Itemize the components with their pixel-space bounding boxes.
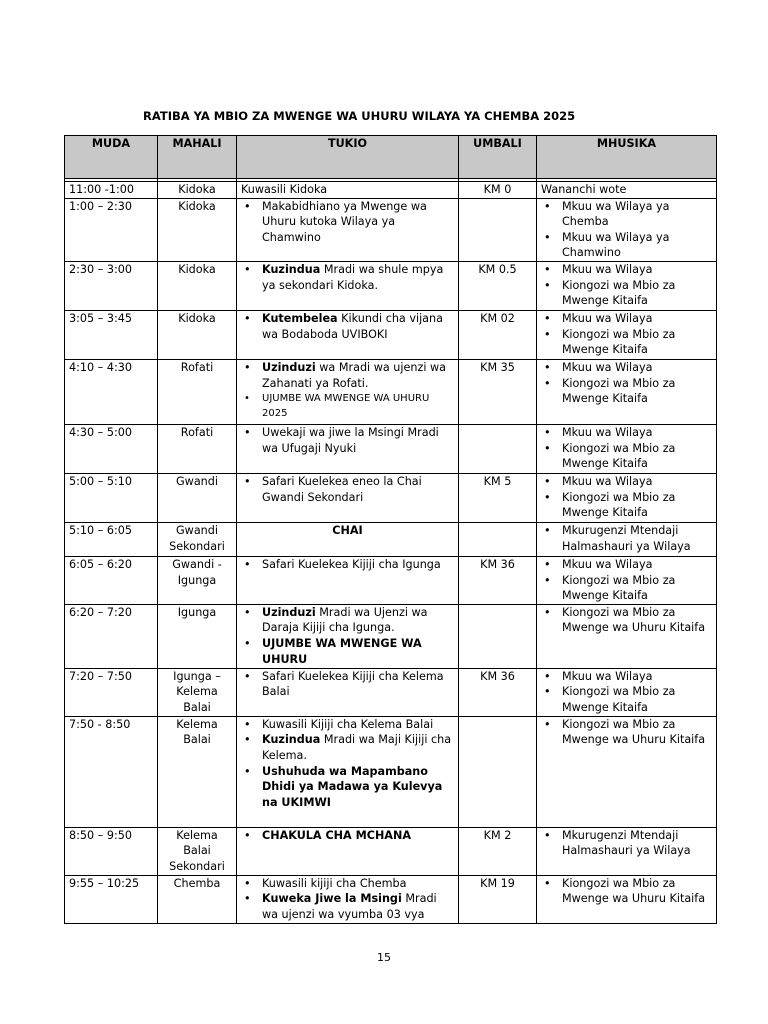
cell-tukio	[237, 261, 459, 310]
cell-mahali	[158, 522, 237, 556]
tukio-list	[241, 717, 454, 811]
tukio-item	[241, 764, 454, 811]
mhusika-list	[541, 262, 712, 309]
tukio-item	[241, 199, 454, 246]
cell-muda: 4:10 – 4:30	[65, 359, 158, 424]
mhusika-list	[541, 605, 712, 636]
tukio-list	[241, 311, 454, 342]
mhusika-list	[541, 425, 712, 472]
tukio-list	[241, 199, 454, 246]
cell-mhusika	[537, 668, 717, 716]
cell-mhusika	[537, 716, 717, 827]
mahali-line: Sekondari	[169, 859, 225, 873]
mahali-line: Kelema	[176, 685, 218, 699]
tukio-list	[241, 557, 454, 573]
cell-umbali	[459, 424, 537, 473]
tukio-item	[241, 828, 454, 844]
cell-muda: 5:00 – 5:10	[65, 473, 158, 522]
cell-mhusika	[537, 875, 717, 923]
mhusika-item: • Mkuu wa Wilaya	[541, 669, 712, 685]
header-muda: MUDA	[65, 136, 158, 179]
tukio-item-text: UJUMBE WA MWENGE WA UHURU 2025	[262, 393, 430, 420]
cell-mhusika	[537, 424, 717, 473]
mhusika-item: • Kiongozi wa Mbio za Mwenge Kitaifa	[541, 376, 712, 407]
cell-tukio	[237, 668, 459, 716]
tukio-item-text: Mradi wa Maji Kijiji cha Kelema.	[262, 733, 452, 762]
table-row	[65, 875, 717, 923]
mhusika-item: • Mkuu wa Wilaya	[541, 425, 712, 441]
mahali-line: Gwandi	[176, 474, 218, 488]
cell-tukio	[237, 716, 459, 827]
tukio-item-bold: Kuzindua	[262, 733, 321, 747]
schedule-table	[64, 135, 717, 924]
cell-muda: 7:50 - 8:50	[65, 716, 158, 827]
mhusika-list	[541, 523, 712, 554]
table-row	[65, 310, 717, 359]
tukio-item-text: Makabidhiano ya Mwenge wa Uhuru kutoka Wilaya ya Chamwino	[262, 199, 427, 244]
table-row	[65, 604, 717, 668]
cell-mahali	[158, 182, 237, 199]
tukio-item-text: Safari Kuelekea Kijiji cha Kelema Balai	[262, 669, 444, 699]
mahali-line: Kelema	[176, 717, 218, 731]
tukio-item	[241, 311, 454, 342]
tukio-item	[241, 669, 454, 700]
mhusika-list	[541, 311, 712, 358]
cell-muda: 11:00 -1:00	[65, 182, 158, 199]
mhusika-item: • Mkuu wa Wilaya	[541, 262, 712, 278]
mhusika-item: • Kiongozi wa Mbio za Mwenge wa Uhuru Kitaifa	[541, 876, 712, 907]
mhusika-item: • Mkuu wa Wilaya	[541, 360, 712, 376]
mahali-line: Kidoka	[178, 183, 216, 196]
cell-tukio: CHAI	[237, 522, 459, 556]
page-number: 15	[377, 951, 391, 964]
tukio-item	[241, 876, 454, 892]
cell-mhusika	[537, 359, 717, 424]
mhusika-list	[541, 669, 712, 716]
cell-mhusika	[537, 522, 717, 556]
mhusika-item: • Mkuu wa Wilaya	[541, 474, 712, 490]
tukio-item-text: Uwekaji wa jiwe la Msingi Mradi wa Ufugaji Nyuki	[262, 425, 439, 455]
mahali-line: Kidoka	[178, 311, 216, 325]
cell-mhusika	[537, 556, 717, 604]
cell-muda: 1:00 – 2:30	[65, 198, 158, 261]
cell-muda: 6:20 – 7:20	[65, 604, 158, 668]
mhusika-list	[541, 199, 712, 261]
cell-tukio	[237, 198, 459, 261]
table-row	[65, 716, 717, 827]
tukio-list	[241, 669, 454, 700]
cell-mahali	[158, 261, 237, 310]
tukio-item	[241, 474, 454, 505]
tukio-item	[241, 360, 454, 391]
header-mahali: MAHALI	[158, 136, 237, 179]
cell-umbali: KM 2	[459, 827, 537, 875]
mahali-line: Gwandi	[176, 523, 218, 537]
tukio-list	[241, 425, 454, 456]
tukio-item	[241, 717, 454, 733]
tukio-item-text: Mradi wa shule mpya ya sekondari Kidoka.	[262, 262, 444, 292]
tukio-list	[241, 605, 454, 667]
table-row	[65, 182, 717, 199]
cell-umbali: KM 35	[459, 359, 537, 424]
mahali-line: Rofati	[180, 360, 214, 374]
cell-mhusika	[537, 473, 717, 522]
tukio-item-text: Safari Kuelekea Kijiji cha Igunga	[262, 557, 441, 571]
mahali-line: Sekondari	[169, 539, 225, 553]
mhusika-item: • Mkurugenzi Mtendaji Halmashauri ya Wilaya	[541, 828, 712, 859]
table-row	[65, 198, 717, 261]
mahali-line: Kidoka	[178, 199, 216, 213]
cell-tukio	[237, 556, 459, 604]
tukio-item-text: Mradi wa Ujenzi wa Daraja Kijiji cha Igunga.	[262, 605, 428, 635]
mhusika-list	[541, 876, 712, 907]
mahali-line: Balai	[183, 733, 211, 747]
cell-tukio	[237, 827, 459, 875]
cell-umbali: KM 02	[459, 310, 537, 359]
cell-mahali	[158, 359, 237, 424]
mhusika-item: • Kiongozi wa Mbio za Mwenge Kitaifa	[541, 684, 712, 715]
tukio-item	[241, 732, 454, 763]
page-title: RATIBA YA MBIO ZA MWENGE WA UHURU WILAYA YA CHEMBA 2025	[143, 109, 576, 123]
cell-umbali: KM 0.5	[459, 261, 537, 310]
table-row	[65, 556, 717, 604]
cell-muda: 8:50 – 9:50	[65, 827, 158, 875]
table-row	[65, 522, 717, 556]
header-umbali: UMBALI	[459, 136, 537, 179]
header-mhusika: MHUSIKA	[537, 136, 717, 179]
mhusika-list	[541, 474, 712, 521]
cell-mahali	[158, 604, 237, 668]
mhusika-item: • Kiongozi wa Mbio za Mwenge wa Uhuru Kitaifa	[541, 605, 712, 636]
tukio-item-text: wa Mradi wa ujenzi wa Zahanati ya Rofati.	[262, 360, 446, 390]
cell-umbali: KM 36	[459, 556, 537, 604]
cell-mhusika	[537, 261, 717, 310]
cell-umbali	[459, 522, 537, 556]
mahali-line: Gwandi -	[172, 557, 222, 571]
table-row	[65, 424, 717, 473]
cell-tukio	[237, 604, 459, 668]
mhusika-item: • Mkuu wa Wilaya ya Chemba	[541, 199, 712, 230]
cell-mahali	[158, 716, 237, 827]
tukio-item-bold: Uzinduzi	[262, 605, 316, 619]
tukio-item-bold: Kuzindua	[262, 262, 321, 276]
cell-umbali: KM 19	[459, 875, 537, 923]
mhusika-item: • Mkuu wa Wilaya ya Chamwino	[541, 230, 712, 261]
mhusika-item: • Kiongozi wa Mbio za Mwenge Kitaifa	[541, 573, 712, 604]
table-header-row	[65, 136, 717, 179]
tukio-item-text: Safari Kuelekea eneo la Chai Gwandi Sekondari	[262, 474, 422, 504]
cell-muda: 4:30 – 5:00	[65, 424, 158, 473]
tukio-item-text: Mradi wa ujenzi wa vyumba 03 vya	[262, 892, 437, 921]
cell-mhusika	[537, 827, 717, 875]
cell-mhusika	[537, 310, 717, 359]
tukio-list	[241, 876, 454, 923]
tukio-item-text: Kuwasili Kijiji cha Kelema Balai	[262, 717, 434, 731]
tukio-item	[241, 636, 454, 667]
cell-umbali	[459, 716, 537, 827]
cell-umbali: KM 0	[459, 182, 537, 199]
cell-mahali	[158, 556, 237, 604]
cell-mhusika	[537, 604, 717, 668]
tukio-item	[241, 891, 454, 922]
tukio-item	[241, 557, 454, 573]
cell-muda: 3:05 – 3:45	[65, 310, 158, 359]
mahali-line: Chemba	[173, 876, 221, 890]
cell-mhusika: Wananchi wote	[537, 182, 717, 199]
cell-mhusika	[537, 198, 717, 261]
cell-mahali	[158, 473, 237, 522]
tukio-list	[241, 360, 454, 421]
mhusika-item: • Mkurugenzi Mtendaji Halmashauri ya Wilaya	[541, 523, 712, 554]
mahali-line: Igunga –	[173, 669, 221, 683]
cell-muda: 2:30 – 3:00	[65, 261, 158, 310]
cell-umbali: KM 36	[459, 668, 537, 716]
mahali-line: Rofati	[180, 425, 214, 439]
tukio-item-bold: Ushuhuda wa Mapambano Dhidi ya Madawa ya Kulevya na UKIMWI	[262, 764, 443, 809]
schedule-body	[65, 179, 717, 924]
cell-umbali	[459, 604, 537, 668]
tukio-item-text: Kikundi cha vijana wa Bodaboda UVIBOKI	[262, 311, 443, 341]
cell-tukio	[237, 310, 459, 359]
cell-umbali	[459, 198, 537, 261]
cell-tukio	[237, 473, 459, 522]
cell-mahali	[158, 310, 237, 359]
cell-mahali	[158, 424, 237, 473]
mhusika-list	[541, 717, 712, 748]
table-row	[65, 359, 717, 424]
cell-tukio	[237, 424, 459, 473]
table-row	[65, 827, 717, 875]
cell-mahali	[158, 668, 237, 716]
mahali-line: Kelema	[176, 828, 218, 842]
mhusika-item: • Kiongozi wa Mbio za Mwenge Kitaifa	[541, 278, 712, 309]
tukio-item-bold: Kutembelea	[262, 311, 338, 325]
table-row	[65, 473, 717, 522]
mahali-line: Kidoka	[178, 262, 216, 276]
mhusika-item: • Kiongozi wa Mbio za Mwenge Kitaifa	[541, 490, 712, 521]
tukio-item-text: Kuwasili kijiji cha Chemba	[262, 876, 407, 890]
tukio-list	[241, 828, 454, 844]
cell-muda: 9:55 – 10:25	[65, 875, 158, 923]
tukio-list	[241, 474, 454, 505]
tukio-item-bold: CHAKULA CHA MCHANA	[262, 828, 411, 842]
cell-umbali: KM 5	[459, 473, 537, 522]
mhusika-item: • Mkuu wa Wilaya	[541, 311, 712, 327]
mhusika-item: • Kiongozi wa Mbio za Mwenge Kitaifa	[541, 327, 712, 358]
cell-muda: 7:20 – 7:50	[65, 668, 158, 716]
mahali-line: Igunga	[177, 605, 217, 619]
mhusika-item: • Kiongozi wa Mbio za Mwenge wa Uhuru Kitaifa	[541, 717, 712, 748]
mhusika-item: • Mkuu wa Wilaya	[541, 557, 712, 573]
cell-muda: 5:10 – 6:05	[65, 522, 158, 556]
tukio-list	[241, 262, 454, 293]
tukio-item	[241, 605, 454, 636]
mahali-line: Igunga	[177, 573, 217, 587]
table-row	[65, 668, 717, 716]
tukio-item-bold: UJUMBE WA MWENGE WA UHURU	[262, 636, 422, 666]
mhusika-list	[541, 360, 712, 407]
tukio-item-bold: Kuweka Jiwe la Msingi	[262, 892, 402, 906]
tukio-item	[241, 262, 454, 293]
mhusika-list	[541, 828, 712, 859]
cell-mahali	[158, 875, 237, 923]
tukio-item-bold: Uzinduzi	[262, 360, 316, 374]
table-row	[65, 261, 717, 310]
cell-mahali	[158, 198, 237, 261]
mhusika-list	[541, 557, 712, 604]
cell-tukio	[237, 875, 459, 923]
cell-tukio	[237, 359, 459, 424]
mahali-line: Balai	[183, 844, 211, 858]
header-tukio: TUKIO	[237, 136, 459, 179]
cell-mahali	[158, 827, 237, 875]
mahali-line: Balai	[183, 700, 211, 714]
tukio-item	[241, 425, 454, 456]
cell-tukio: Kuwasili Kidoka	[237, 182, 459, 199]
mhusika-item: • Kiongozi wa Mbio za Mwenge Kitaifa	[541, 441, 712, 472]
cell-muda: 6:05 – 6:20	[65, 556, 158, 604]
tukio-item	[241, 391, 454, 421]
